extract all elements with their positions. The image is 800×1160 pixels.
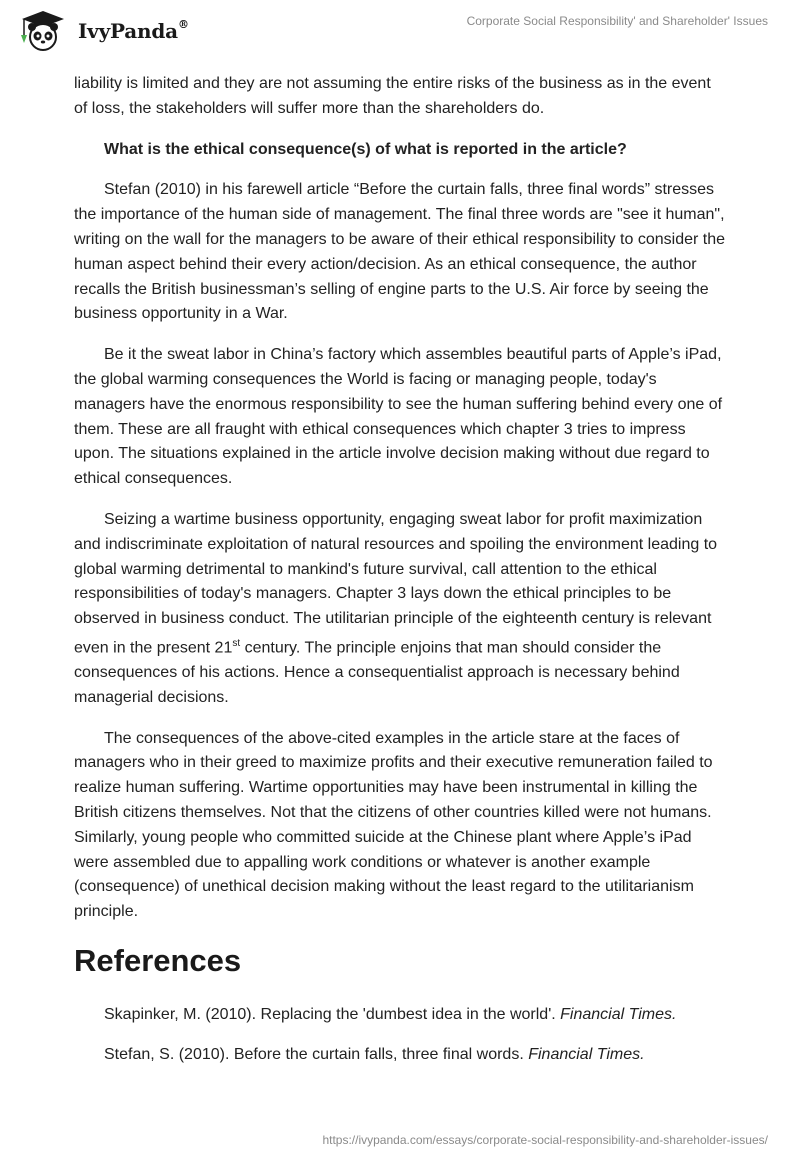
- panda-graduate-icon: [14, 9, 72, 51]
- reference-item: Stefan, S. (2010). Before the curtain falls, three final words. Financial Times.: [104, 1045, 645, 1063]
- ivypanda-logo[interactable]: [14, 9, 189, 51]
- essay-content: [74, 72, 726, 1083]
- document-title: Corporate Social Responsibility' and Shareholder' Issues: [466, 14, 768, 28]
- paragraph: Seizing a wartime business opportunity, engaging sweat labor for profit maximization and indiscriminate exploitation of natural resources and spoiling the environment leading to global warming detrimental to mankind's future survival, call attention to the ethical responsibilities of today's managers. Chapter 3 lays down the ethical principles to be observed in business conduct. The utilitarian principle of the eighteenth century is relevant even in the present 21st century. The principle enjoins that man should consider the consequences of his actions. Hence a consequentialist approach is necessary behind managerial decisions.: [74, 510, 718, 706]
- references-heading: References: [74, 943, 242, 979]
- paragraph: Be it the sweat labor in China’s factory which assembles beautiful parts of Apple’s iPad, the global warming consequences the World is facing or managing people, today's managers have the enormous responsibility to see the human suffering behind every one of them. These are all fraught with ethical consequences which chapter 3 tries to impress upon. The situations explained in the article involve decision making without due regard to ethical consequences.: [74, 346, 723, 488]
- source-url[interactable]: https://ivypanda.com/essays/corporate-social-responsibility-and-shareholder-issues/: [322, 1133, 768, 1147]
- logo-wordmark: IvyPanda®: [78, 18, 189, 43]
- paragraph-continued: liability is limited and they are not assuming the entire risks of the business as in the event of loss, the stakeholders will suffer more than the shareholders do.: [74, 75, 711, 117]
- paragraph: Stefan (2010) in his farewell article “Before the curtain falls, three final words” stresses the importance of the human side of management. The final three words are "see it human", writing on the wall for the managers to be aware of their ethical responsibility to consider the human aspect behind their every action/decision. As an ethical consequence, the author recalls the British businessman’s selling of engine parts to the U.S. Air force by seeing the business opportunity in a War.: [74, 181, 726, 323]
- section-question: What is the ethical consequence(s) of what is reported in the article?: [104, 140, 627, 158]
- paragraph: The consequences of the above-cited examples in the article stare at the faces of managers who in their greed to maximize profits and their executive remuneration failed to realize human suffering. Wartime opportunities may have been instrumental in killing the British citizens themselves. Not that the citizens of other countries killed were not humans. Similarly, young people who committed suicide at the Chinese plant where Apple’s iPad were assembled due to appalling work conditions or whatever is another example (consequence) of unethical decision making without the least regard to the utilitarianism principle.: [74, 729, 713, 921]
- reference-item: Skapinker, M. (2010). Replacing the 'dumbest idea in the world'. Financial Times.: [104, 1006, 677, 1024]
- page-header: [0, 0, 800, 70]
